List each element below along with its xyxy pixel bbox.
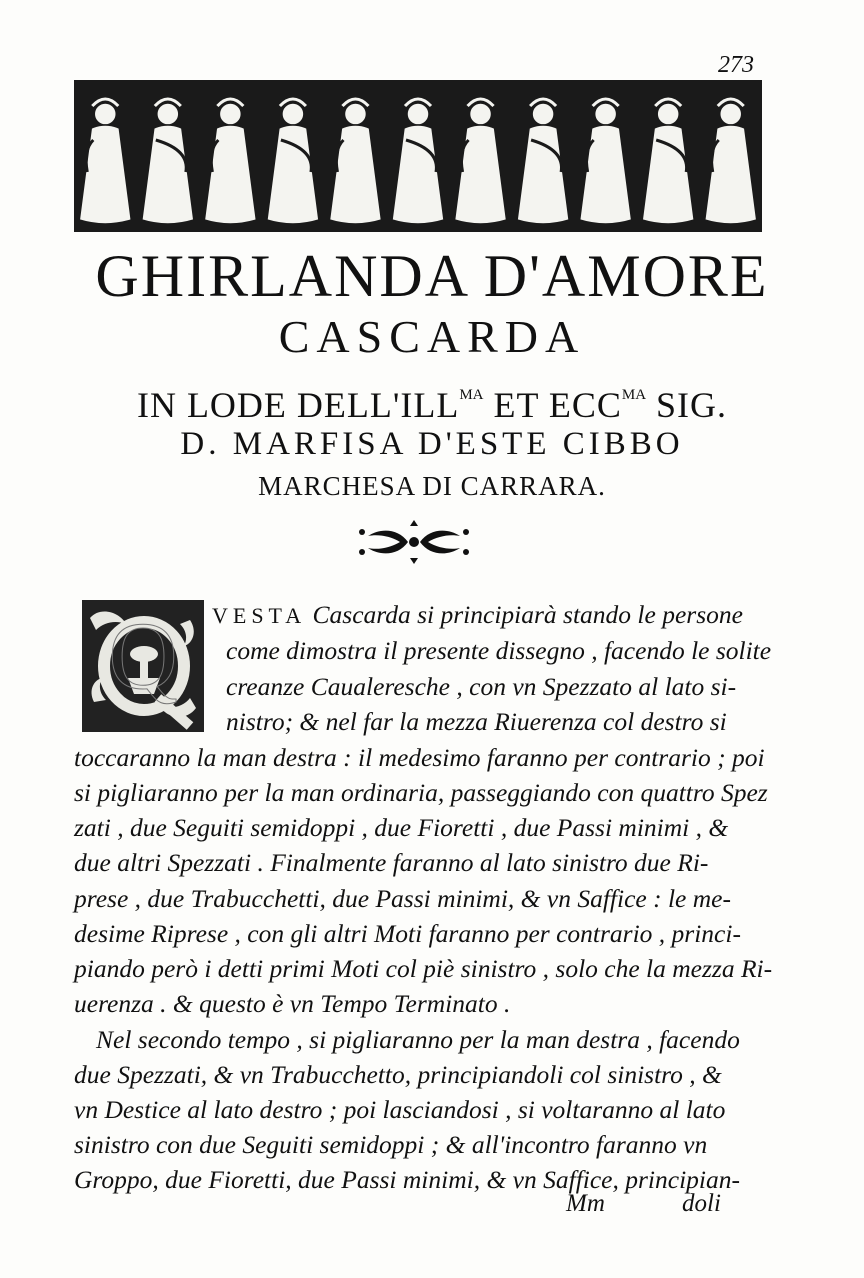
body-line-6: si pigliaranno per la man ordinaria, passeggiando con quattro Spez	[74, 778, 768, 807]
banner-figure-head	[344, 103, 366, 125]
body-line-9: prese , due Trabucchetti, due Passi minimi, & vn Saffice : le me-	[74, 884, 731, 913]
banner-figure-head	[720, 103, 742, 125]
fleuron-ornament-icon	[350, 518, 478, 566]
title-marfisa-deste: D. MARFISA D'ESTE CIBBO	[180, 426, 684, 462]
woodcut-banner-muses-illustration	[74, 80, 762, 232]
banner-figure-head	[157, 103, 179, 125]
banner-figure-head	[532, 103, 554, 125]
body-line-13: Nel secondo tempo , si pigliaranno per la man destra , facendo	[96, 1025, 740, 1054]
body-line-2: come dimostra il presente dissegno , facendo le solite	[226, 636, 772, 665]
title-dedication: IN LODE $DELL'ILL^{MA}$ ET $ECC^{MA}$ SIG.	[136, 385, 728, 425]
body-line-10: desime Riprese , con gli altri Moti faranno per contrario , princi-	[74, 919, 741, 948]
banner-figure-head	[595, 103, 617, 125]
body-line-1: VESTA Cascarda si principiarà stando le persone	[212, 600, 743, 629]
banner-figure-head	[470, 103, 492, 125]
body-line-3: creanze Caualeresche , con vn Spezzato al lato si-	[226, 672, 737, 701]
title-marchesa-carrara: MARCHESA DI CARRARA.	[258, 471, 606, 501]
body-line-12: uerenza . & questo è vn Tempo Terminato .	[74, 989, 511, 1018]
body-line-4: nistro; & nel far la mezza Riuerenza col destro si	[226, 707, 727, 736]
first-word: VESTA	[212, 603, 307, 628]
banner-figure-head	[94, 103, 116, 125]
body-line-15: vn Destice al lato destro ; poi lasciandosi , si voltaranno al lato	[74, 1095, 726, 1124]
body-line-8: due altri Spezzati . Finalmente faranno al lato sinistro due Ri-	[74, 848, 709, 877]
body-line-16: sinistro con due Seguiti semidoppi ; & all'incontro faranno vn	[74, 1130, 708, 1159]
banner-figure-head	[407, 103, 429, 125]
banner-figure-head	[219, 103, 241, 125]
body-line-14: due Spezzati, & vn Trabucchetto, principiandoli col sinistro , &	[74, 1060, 722, 1089]
banner-figure-head	[657, 103, 679, 125]
banner-figure-head	[282, 103, 304, 125]
signature-mark: Mm	[566, 1190, 605, 1217]
body-line-5: toccaranno la man destra : il medesimo faranno per contrario ; poi	[74, 743, 765, 772]
catchword: doli	[682, 1190, 721, 1217]
title-cascarda: CASCARDA	[278, 311, 586, 362]
page-number: 273	[718, 52, 754, 78]
body-line-7: zati , due Seguiti semidoppi , due Fioretti , due Passi minimi , &	[74, 813, 729, 842]
svg-text:Q: Q	[108, 602, 178, 709]
body-line-17: Groppo, due Fioretti, due Passi minimi, & vn Saffice, principian-	[74, 1165, 740, 1194]
body-line-11: piando però i detti primi Moti col piè sinistro , solo che la mezza Ri-	[74, 954, 773, 983]
title-ghirlanda-damore: GHIRLANDA D'AMORE	[95, 243, 769, 309]
decorated-initial-q	[80, 598, 206, 734]
